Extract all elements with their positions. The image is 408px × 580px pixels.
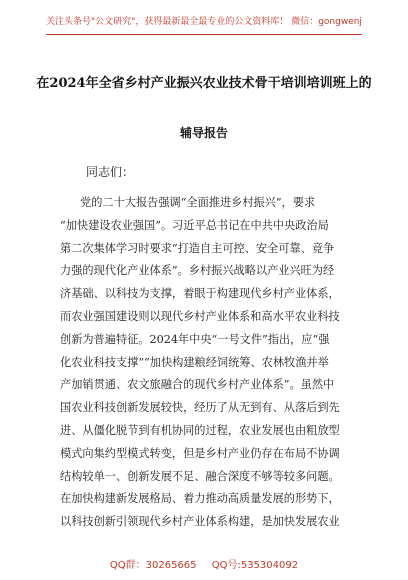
footer-qq-number: QQ号:535304092 bbox=[211, 560, 299, 571]
header-banner: 关注头条号"公文研究"，获得最新最全最专业的公文资料库！ 微信：gongwenj bbox=[46, 17, 362, 27]
body-line: 在加快构建新发展格局、着力推动高质量发展的形势下， bbox=[60, 492, 340, 506]
footer-contact bbox=[0, 556, 408, 571]
body-line: 第二次集体学习时要求“打造自主可控、安全可靠、竞争 bbox=[60, 241, 335, 255]
body-line: 而农业强国建设则以现代乡村产业体系和高水平农业科技 bbox=[60, 309, 340, 323]
body-line: “加快建设农业强国”。习近平总书记在中共中央政治局 bbox=[60, 218, 329, 232]
body-line: 创新为普遍特征。2024年中央“一号文件”指出，应“强 bbox=[60, 332, 330, 346]
body-line: 以科技创新引领现代乡村产业体系构建，是加快发展农业 bbox=[60, 515, 340, 529]
body-line: 化农业科技支撑”“加快构建粮经饲统筹、农林牧渔并举 bbox=[60, 355, 329, 369]
body-line: 产加销贯通、农文旅融合的现代乡村产业体系”。虽然中 bbox=[60, 378, 335, 392]
header-rule bbox=[46, 34, 362, 35]
body-line: 力强的现代化产业体系”。乡村振兴战略以产业兴旺为经 bbox=[60, 264, 335, 278]
body-line: 模式向集约型模式转变，但是乡村产业仍存在布局不协调 bbox=[60, 446, 340, 460]
body-line: 国农业科技创新发展较快，经历了从无到有、从落后到先 bbox=[60, 401, 340, 415]
document-title: 在2024年全省乡村产业振兴农业技术骨干培训培训班上的 bbox=[36, 76, 372, 91]
document-subtitle: 辅导报告 bbox=[179, 126, 228, 140]
body-line: 进、从僵化脱节到有机协同的过程，农业发展也由粗放型 bbox=[60, 423, 340, 437]
body-line: 党的二十大报告强调“全面推进乡村振兴”，要求 bbox=[80, 196, 316, 209]
salutation: 同志们： bbox=[86, 165, 135, 179]
body-line: 结构较单一、创新发展不足、融合深度不够等较多问题。 bbox=[60, 469, 340, 483]
body-line: 济基础、以科技为支撑，着眼于构建现代乡村产业体系， bbox=[60, 287, 340, 301]
body-text bbox=[60, 192, 360, 534]
footer-qq-group: QQ群：30265665 bbox=[109, 560, 197, 571]
